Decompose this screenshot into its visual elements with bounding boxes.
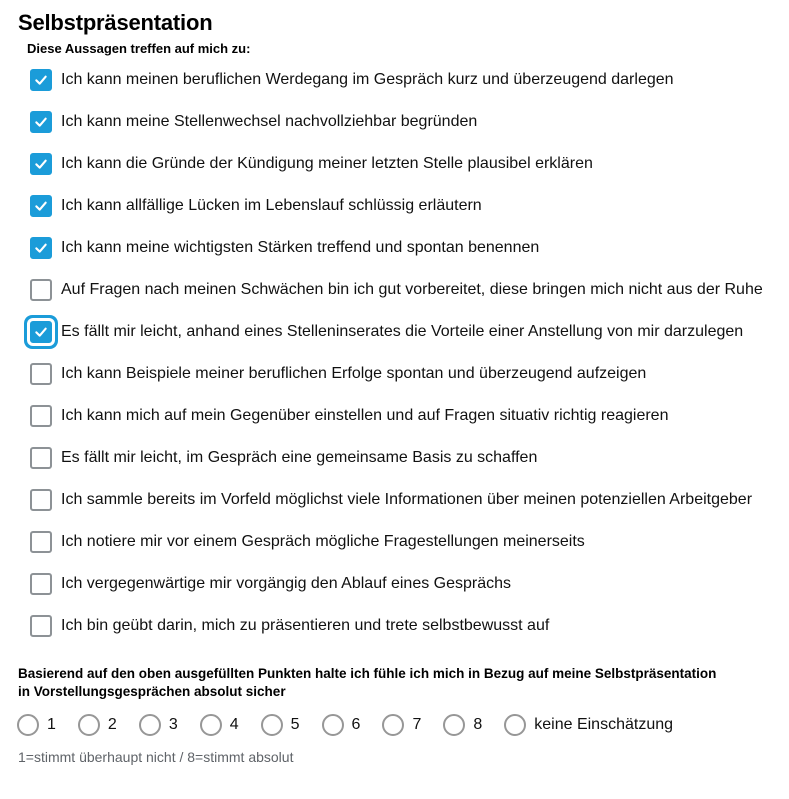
rating-option [261,714,300,736]
rating-option [200,714,239,736]
radio-label[interactable]: keine Einschätzung [534,716,674,733]
checkbox[interactable] [30,363,52,385]
checkbox-label[interactable]: Ich kann meinen beruflichen Werdegang im Gespräch kurz und überzeugend darlegen [61,71,674,88]
radio-label[interactable]: 5 [290,716,300,733]
checkbox-label[interactable]: Ich kann meine Stellenwechsel nachvollziehbar begründen [61,113,478,130]
radio-button[interactable] [261,714,283,736]
checkbox-label[interactable]: Es fällt mir leicht, im Gespräch eine gemeinsame Basis zu schaffen [61,449,538,466]
rating-option [139,714,178,736]
checkbox-label[interactable]: Ich bin geübt darin, mich zu präsentieren und trete selbstbewusst auf [61,617,550,634]
checkbox[interactable] [30,237,52,259]
radio-label[interactable]: 2 [107,716,117,733]
radio-label[interactable]: 1 [47,716,56,733]
checklist-item [30,404,789,428]
checkbox[interactable] [30,321,52,343]
radio-label[interactable]: 4 [229,716,239,733]
checkbox-label[interactable]: Ich kann Beispiele meiner beruflichen Erfolge spontan und überzeugend aufzeigen [61,365,647,382]
radio-label[interactable]: 6 [351,716,361,733]
checklist-item [30,68,789,92]
checklist-item [30,152,789,176]
checkbox[interactable] [30,573,52,595]
checklist-item [30,614,789,638]
rating-option [382,714,421,736]
radio-label[interactable]: 7 [412,716,422,733]
radio-button[interactable] [322,714,344,736]
checkbox[interactable] [30,279,52,301]
rating-scale [17,714,789,736]
checkbox[interactable] [30,615,52,637]
checkbox-label[interactable]: Ich sammle bereits im Vorfeld möglichst viele Informationen über meinen potenziellen Arbeitgeber [61,491,753,508]
checklist-instruction: Diese Aussagen treffen auf mich zu: [27,41,251,56]
checklist-item [30,236,789,260]
checklist-item [30,320,789,344]
radio-button[interactable] [504,714,526,736]
checklist-item [30,530,789,554]
checkbox[interactable] [30,489,52,511]
checkbox-label[interactable]: Ich kann mich auf mein Gegenüber einstellen und auf Fragen situativ richtig reagieren [61,407,669,424]
radio-button[interactable] [200,714,222,736]
rating-question: Basierend auf den oben ausgefüllten Punkten halte ich fühle ich mich in Bezug auf meine Selbstpräsentation in Vorstellungsgesprächen absolut sicher [18,666,717,699]
rating-option [322,714,361,736]
radio-label[interactable]: 3 [168,716,178,733]
check-icon [33,156,49,172]
checkbox-label[interactable]: Ich vergegenwärtige mir vorgängig den Ablauf eines Gesprächs [61,575,512,592]
checkbox-label[interactable]: Ich kann allfällige Lücken im Lebenslauf schlüssig erläutern [61,197,482,214]
checkbox-label[interactable]: Ich kann die Gründe der Kündigung meiner letzten Stelle plausibel erklären [61,155,593,172]
check-icon [33,72,49,88]
checkbox[interactable] [30,447,52,469]
checkbox[interactable] [30,195,52,217]
checkbox-label[interactable]: Ich notiere mir vor einem Gespräch mögliche Fragestellungen meinerseits [61,533,585,550]
checklist-item [30,488,789,512]
check-icon [33,114,49,130]
checkbox-label[interactable]: Ich kann meine wichtigsten Stärken treffend und spontan benennen [61,239,540,256]
checkbox[interactable] [30,153,52,175]
checkbox-label[interactable]: Auf Fragen nach meinen Schwächen bin ich gut vorbereitet, diese bringen mich nicht aus der Ruhe [61,281,763,298]
scale-legend: 1=stimmt überhaupt nicht / 8=stimmt absolut [18,749,294,765]
check-icon [33,324,49,340]
checkbox[interactable] [30,69,52,91]
radio-button[interactable] [443,714,465,736]
rating-option [17,714,56,736]
page-title: Selbstpräsentation [18,10,213,35]
radio-button[interactable] [17,714,39,736]
check-icon [33,198,49,214]
radio-button[interactable] [382,714,404,736]
radio-button[interactable] [139,714,161,736]
checkbox[interactable] [30,531,52,553]
checklist [30,68,789,638]
checkbox-label[interactable]: Es fällt mir leicht, anhand eines Stelleninserates die Vorteile einer Anstellung von mir darzulegen [61,323,744,340]
checklist-item [30,278,789,302]
rating-option [78,714,117,736]
radio-label[interactable]: 8 [473,716,483,733]
checklist-item [30,362,789,386]
checklist-item [30,194,789,218]
checkbox[interactable] [30,111,52,133]
radio-button[interactable] [78,714,100,736]
rating-option [443,714,482,736]
check-icon [33,240,49,256]
checkbox[interactable] [30,405,52,427]
rating-option [504,714,673,736]
checklist-item [30,110,789,134]
checklist-item [30,572,789,596]
checklist-item [30,446,789,470]
